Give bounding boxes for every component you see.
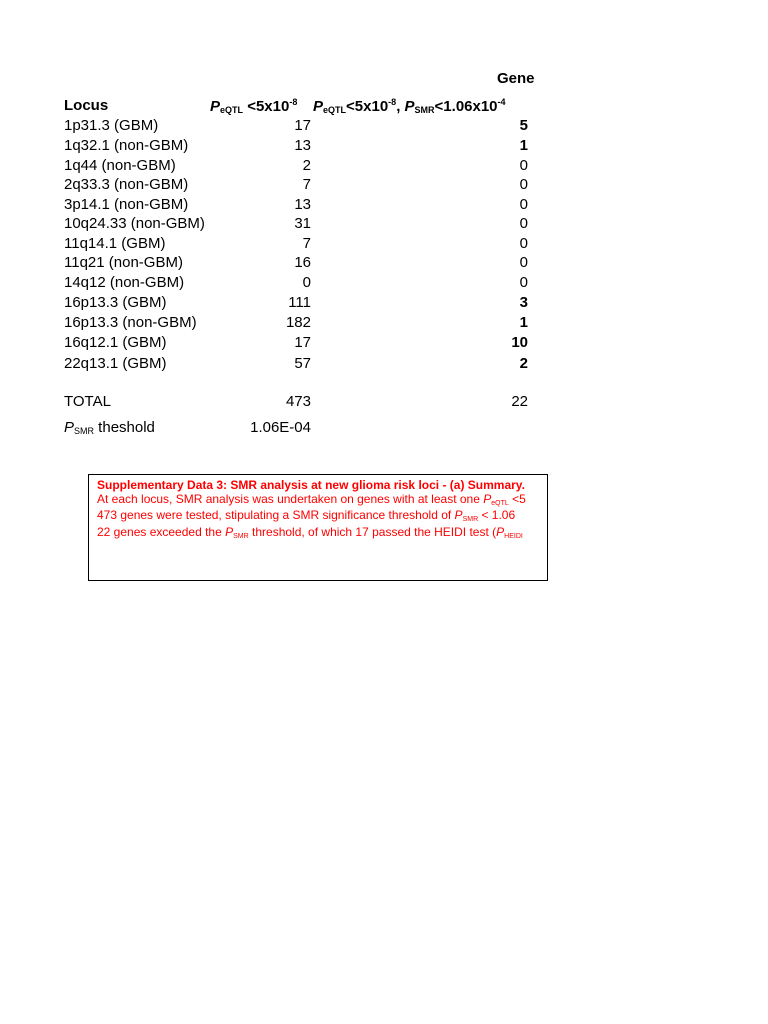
table-row	[0, 117, 529, 137]
locus-cell: 1q32.1 (non-GBM)	[64, 137, 189, 154]
total-row	[0, 393, 529, 413]
psmr-count-cell: 0	[519, 254, 528, 271]
header-col2-sup2: -4	[497, 97, 506, 107]
peqtl-count-cell: 111	[288, 294, 311, 311]
note-line-1-a: At each locus, SMR analysis was undertaken on genes with at least one	[97, 492, 484, 506]
header-col2-p2: P	[404, 98, 415, 115]
table-row	[0, 215, 529, 235]
locus-cell: 2q33.3 (non-GBM)	[64, 176, 189, 193]
peqtl-count-cell: 2	[302, 157, 311, 174]
note-line-2-sub: SMR	[462, 516, 479, 523]
header-col2-sub2: SMR	[414, 105, 435, 115]
psmr-count-cell: 0	[519, 215, 528, 232]
note-line-3-p2: P	[496, 525, 505, 539]
peqtl-count-cell: 17	[294, 117, 311, 134]
locus-cell: 1q44 (non-GBM)	[64, 157, 176, 174]
psmr-count-cell: 3	[519, 294, 528, 311]
psmr-count-cell: 0	[519, 157, 528, 174]
peqtl-count-cell: 7	[302, 176, 311, 193]
locus-cell: 16q12.1 (GBM)	[64, 334, 167, 351]
psmr-count-cell: 0	[519, 274, 528, 291]
group-header: Gene	[497, 70, 535, 87]
header-col2-mid: <5x10	[346, 98, 389, 115]
locus-cell: 14q12 (non-GBM)	[64, 274, 185, 291]
note-line-2-p: P	[454, 508, 463, 522]
peqtl-count-cell: 17	[294, 334, 311, 351]
header-peqtl	[210, 97, 297, 115]
note-line-2-b: < 1.06	[478, 508, 516, 522]
locus-cell: 11q21 (non-GBM)	[64, 254, 183, 271]
peqtl-count-cell: 7	[302, 235, 311, 252]
note-line-1-sub: eQTL	[491, 500, 509, 507]
header-locus: Locus	[64, 97, 109, 114]
note-line-1-p: P	[483, 492, 492, 506]
note-line-3-sub: SMR	[233, 533, 249, 540]
table-row	[0, 294, 529, 314]
psmr-count-cell: 0	[519, 235, 528, 252]
psmr-count-cell: 2	[519, 355, 528, 372]
psmr-label-text: theshold	[94, 419, 155, 436]
peqtl-count-cell: 182	[285, 314, 311, 331]
locus-cell: 22q13.1 (GBM)	[64, 355, 167, 372]
psmr-threshold-value: 1.06E-04	[250, 419, 311, 436]
locus-cell: 1p31.3 (GBM)	[64, 117, 159, 134]
table-row	[0, 254, 529, 274]
psmr-threshold-label	[64, 419, 155, 436]
table-row	[0, 235, 529, 255]
table-row	[0, 157, 529, 177]
note-line-2-a: 473 genes were tested, stipulating a SMR significance threshold of	[97, 508, 455, 522]
header-col2-rest: <1.06x10	[434, 98, 498, 115]
peqtl-count-cell: 13	[294, 137, 311, 154]
header-col2-sup1: -8	[388, 97, 397, 107]
locus-cell: 16p13.3 (non-GBM)	[64, 314, 197, 331]
header-peqtl-p: P	[210, 98, 221, 115]
locus-cell: 11q14.1 (GBM)	[64, 235, 166, 252]
table-row	[0, 274, 529, 294]
header-col2-sub1: eQTL	[323, 105, 347, 115]
table-row	[0, 196, 529, 216]
psmr-count-cell: 0	[519, 196, 528, 213]
psmr-count-cell: 5	[519, 117, 528, 134]
note-line-3-sub2: HEIDI	[504, 533, 523, 540]
header-peqtl-psmr	[313, 97, 506, 115]
locus-cell: 16p13.3 (GBM)	[64, 294, 167, 311]
psmr-count-cell: 0	[519, 176, 528, 193]
psmr-count-cell: 1	[519, 314, 528, 331]
total-psmr-count: 22	[511, 393, 528, 410]
table-row	[0, 137, 529, 157]
table-row	[0, 355, 529, 375]
table-row	[0, 176, 529, 196]
header-peqtl-sup: -8	[289, 97, 298, 107]
note-title: Supplementary Data 3: SMR analysis at new glioma risk loci - (a) Summary.	[97, 478, 525, 492]
total-peqtl-count: 473	[285, 393, 311, 410]
note-line-2	[97, 508, 515, 523]
peqtl-count-cell: 0	[302, 274, 311, 291]
note-line-1	[97, 492, 526, 507]
note-line-1-b: <5	[508, 492, 526, 506]
locus-cell: 10q24.33 (non-GBM)	[64, 215, 205, 232]
peqtl-count-cell: 13	[294, 196, 311, 213]
peqtl-count-cell: 57	[294, 355, 311, 372]
table-row	[0, 334, 529, 354]
note-line-3	[97, 525, 523, 540]
total-label: TOTAL	[64, 393, 111, 410]
psmr-count-cell: 10	[511, 334, 528, 351]
header-col2-sep: ,	[396, 98, 405, 115]
note-line-3-p: P	[225, 525, 234, 539]
psmr-sub: SMR	[74, 426, 95, 436]
note-line-3-b: threshold, of which 17 passed the HEIDI test (	[248, 525, 497, 539]
note-line-3-a: 22 genes exceeded the	[97, 525, 226, 539]
psmr-count-cell: 1	[519, 137, 528, 154]
table-row	[0, 314, 529, 334]
peqtl-count-cell: 16	[294, 254, 311, 271]
header-peqtl-sub: eQTL	[220, 105, 244, 115]
peqtl-count-cell: 31	[294, 215, 311, 232]
locus-cell: 3p14.1 (non-GBM)	[64, 196, 189, 213]
psmr-p: P	[64, 419, 75, 436]
header-col2-p1: P	[313, 98, 324, 115]
header-peqtl-rest: <5x10	[243, 98, 290, 115]
